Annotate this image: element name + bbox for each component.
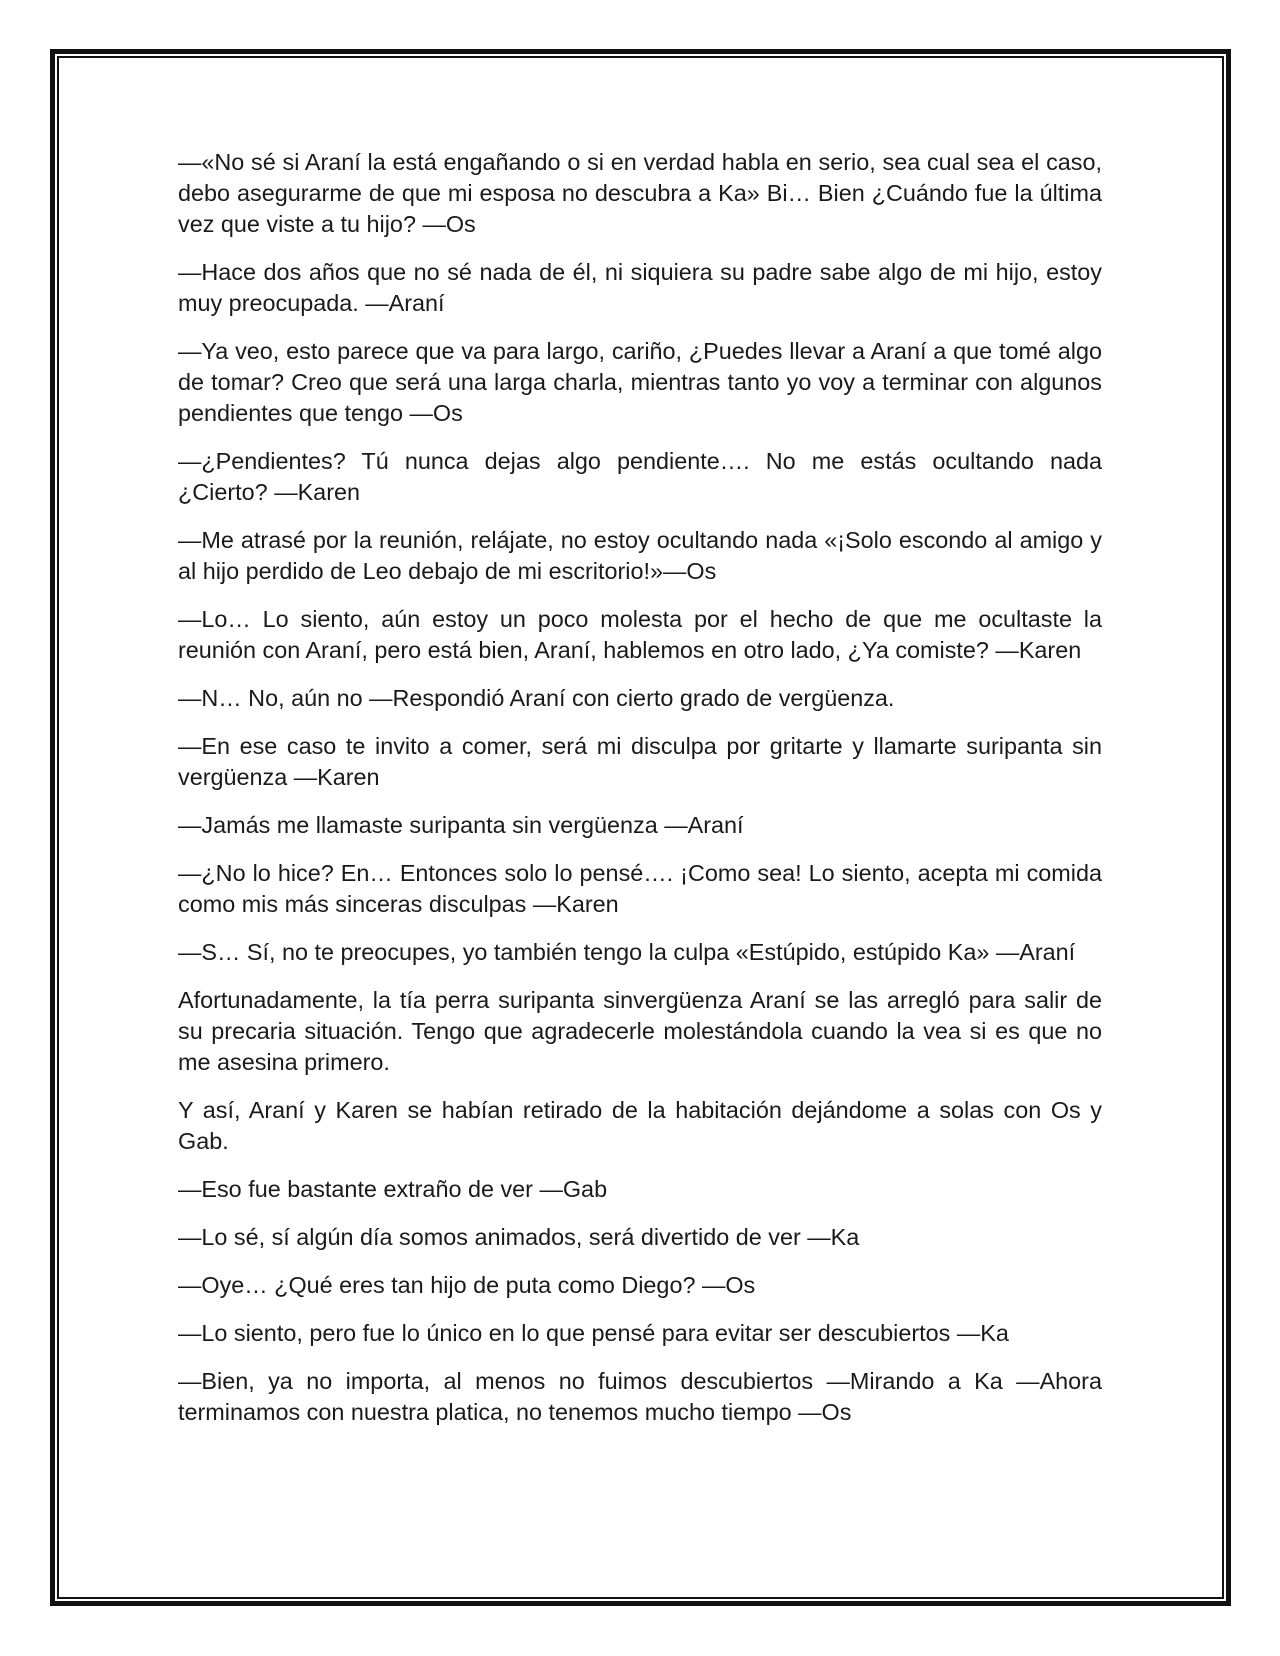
paragraph: —Bien, ya no importa, al menos no fuimos descubiertos —Mirando a Ka —Ahora terminamos con nuestra platica, no tenemos mucho tiempo —Os bbox=[178, 1368, 1102, 1425]
paragraph: Afortunadamente, la tía perra suripanta sinvergüenza Araní se las arregló para salir de su precaria situación. Tengo que agradecerle molestándola cuando la vea si es que no me asesina primero. bbox=[178, 987, 1102, 1075]
paragraph: —En ese caso te invito a comer, será mi disculpa por gritarte y llamarte suripanta sin vergüenza —Karen bbox=[178, 733, 1102, 790]
paragraph: —Lo sé, sí algún día somos animados, será divertido de ver —Ka bbox=[178, 1224, 860, 1250]
paragraph: —Hace dos años que no sé nada de él, ni siquiera su padre sabe algo de mi hijo, estoy muy preocupada. —Araní bbox=[178, 259, 1102, 316]
paragraph: —Lo siento, pero fue lo único en lo que pensé para evitar ser descubiertos —Ka bbox=[178, 1320, 1009, 1346]
paragraph: —Eso fue bastante extraño de ver —Gab bbox=[178, 1176, 608, 1202]
paragraph: —¿Pendientes? Tú nunca dejas algo pendiente…. No me estás ocultando nada ¿Cierto? —Karen bbox=[178, 448, 1102, 505]
paragraph: —Lo… Lo siento, aún estoy un poco molesta por el hecho de que me ocultaste la reunión con Araní, pero está bien, Araní, hablemos en otro lado, ¿Ya comiste? —Karen bbox=[178, 606, 1102, 663]
paragraph: —S… Sí, no te preocupes, yo también tengo la culpa «Estúpido, estúpido Ka» —Araní bbox=[178, 939, 1076, 965]
paragraph: —Ya veo, esto parece que va para largo, cariño, ¿Puedes llevar a Araní a que tomé algo de tomar? Creo que será una larga charla, mientras tanto yo voy a terminar con algunos pendientes que tengo —Os bbox=[178, 338, 1102, 426]
paragraph: —N… No, aún no —Respondió Araní con cierto grado de vergüenza. bbox=[178, 685, 895, 711]
paragraph: —¿No lo hice? En… Entonces solo lo pensé…. ¡Como sea! Lo siento, acepta mi comida como mis más sinceras disculpas —Karen bbox=[178, 860, 1102, 917]
paragraph: —Jamás me llamaste suripanta sin vergüenza —Araní bbox=[178, 812, 744, 838]
paragraph: —Oye… ¿Qué eres tan hijo de puta como Diego? —Os bbox=[178, 1272, 756, 1298]
paragraph: —Me atrasé por la reunión, relájate, no estoy ocultando nada «¡Solo escondo al amigo y al hijo perdido de Leo debajo de mi escritorio!»—Os bbox=[178, 527, 1102, 584]
paragraph: Y así, Araní y Karen se habían retirado de la habitación dejándome a solas con Os y Gab. bbox=[178, 1097, 1102, 1154]
paragraph: —«No sé si Araní la está engañando o si en verdad habla en serio, sea cual sea el caso, debo asegurarme de que mi esposa no descubra a Ka» Bi… Bien ¿Cuándo fue la última vez que viste a tu hijo? —Os bbox=[178, 149, 1102, 237]
page-body bbox=[178, 147, 1102, 1445]
